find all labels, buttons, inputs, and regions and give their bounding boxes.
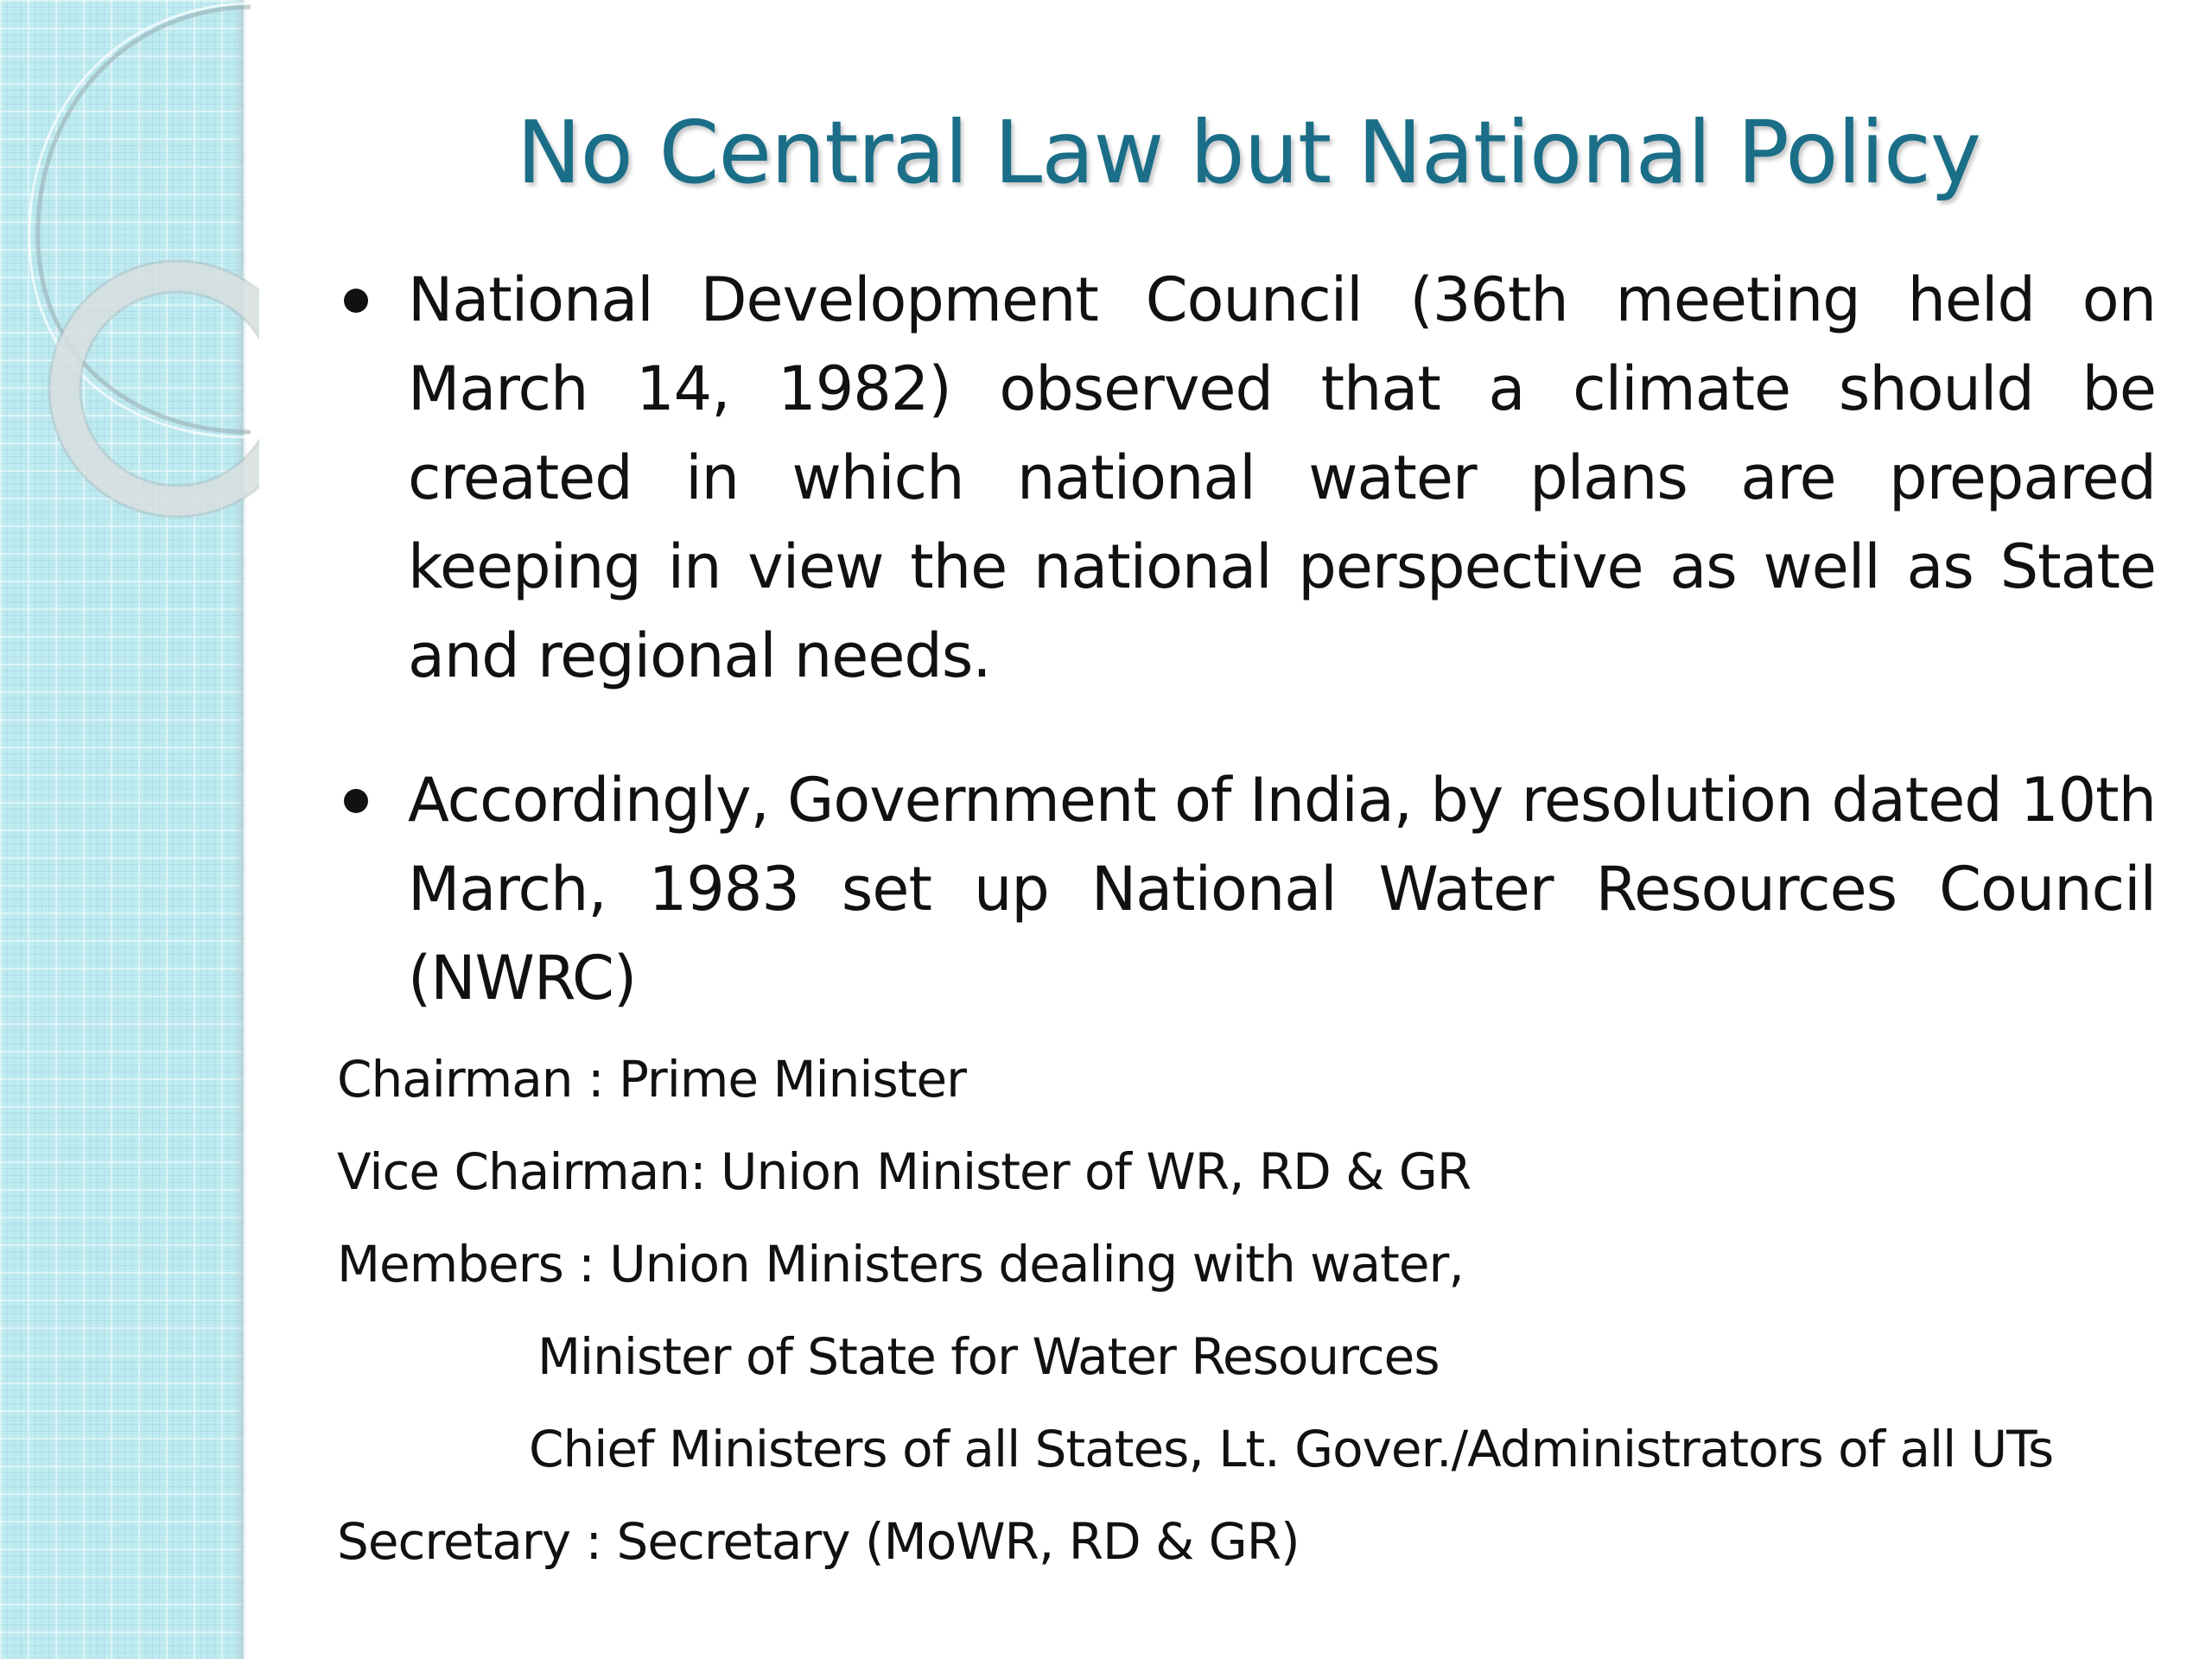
members-line: Members : Union Ministers dealing with water, <box>337 1235 1464 1294</box>
council-composition <box>337 1033 2186 1588</box>
secretary-line: Secretary : Secretary (MoWR, RD & GR) <box>337 1512 1300 1571</box>
bullet-dot-icon <box>344 289 368 313</box>
members-line-continued: Chief Ministers of all States, Lt. Gover./Administrators of all UTs <box>529 1420 2054 1478</box>
vice-chairman-line: Vice Chairman: Union Minister of WR, RD & GR <box>337 1142 1471 1201</box>
bullet-item <box>337 756 2156 1023</box>
chairman-line: Chairman : Prime Minister <box>337 1050 967 1109</box>
decorative-rings <box>0 0 259 553</box>
slide-title: No Central Law but National Policy <box>516 102 1981 203</box>
bullet-list <box>337 256 2156 1023</box>
bullet-item <box>337 256 2156 701</box>
bullet-text: Accordingly, Government of India, by resolution dated 10th March, 1983 set up National Water Resources Council (NWRC) <box>408 765 2156 1014</box>
bullet-text: National Development Council (36th meeting held on March 14, 1982) observed that a climate should be created in which national water plans are prepared keeping in view the national perspective as well as State and regional needs. <box>408 264 2156 691</box>
members-line-continued: Minister of State for Water Resources <box>537 1327 1440 1386</box>
bullet-dot-icon <box>344 789 368 813</box>
